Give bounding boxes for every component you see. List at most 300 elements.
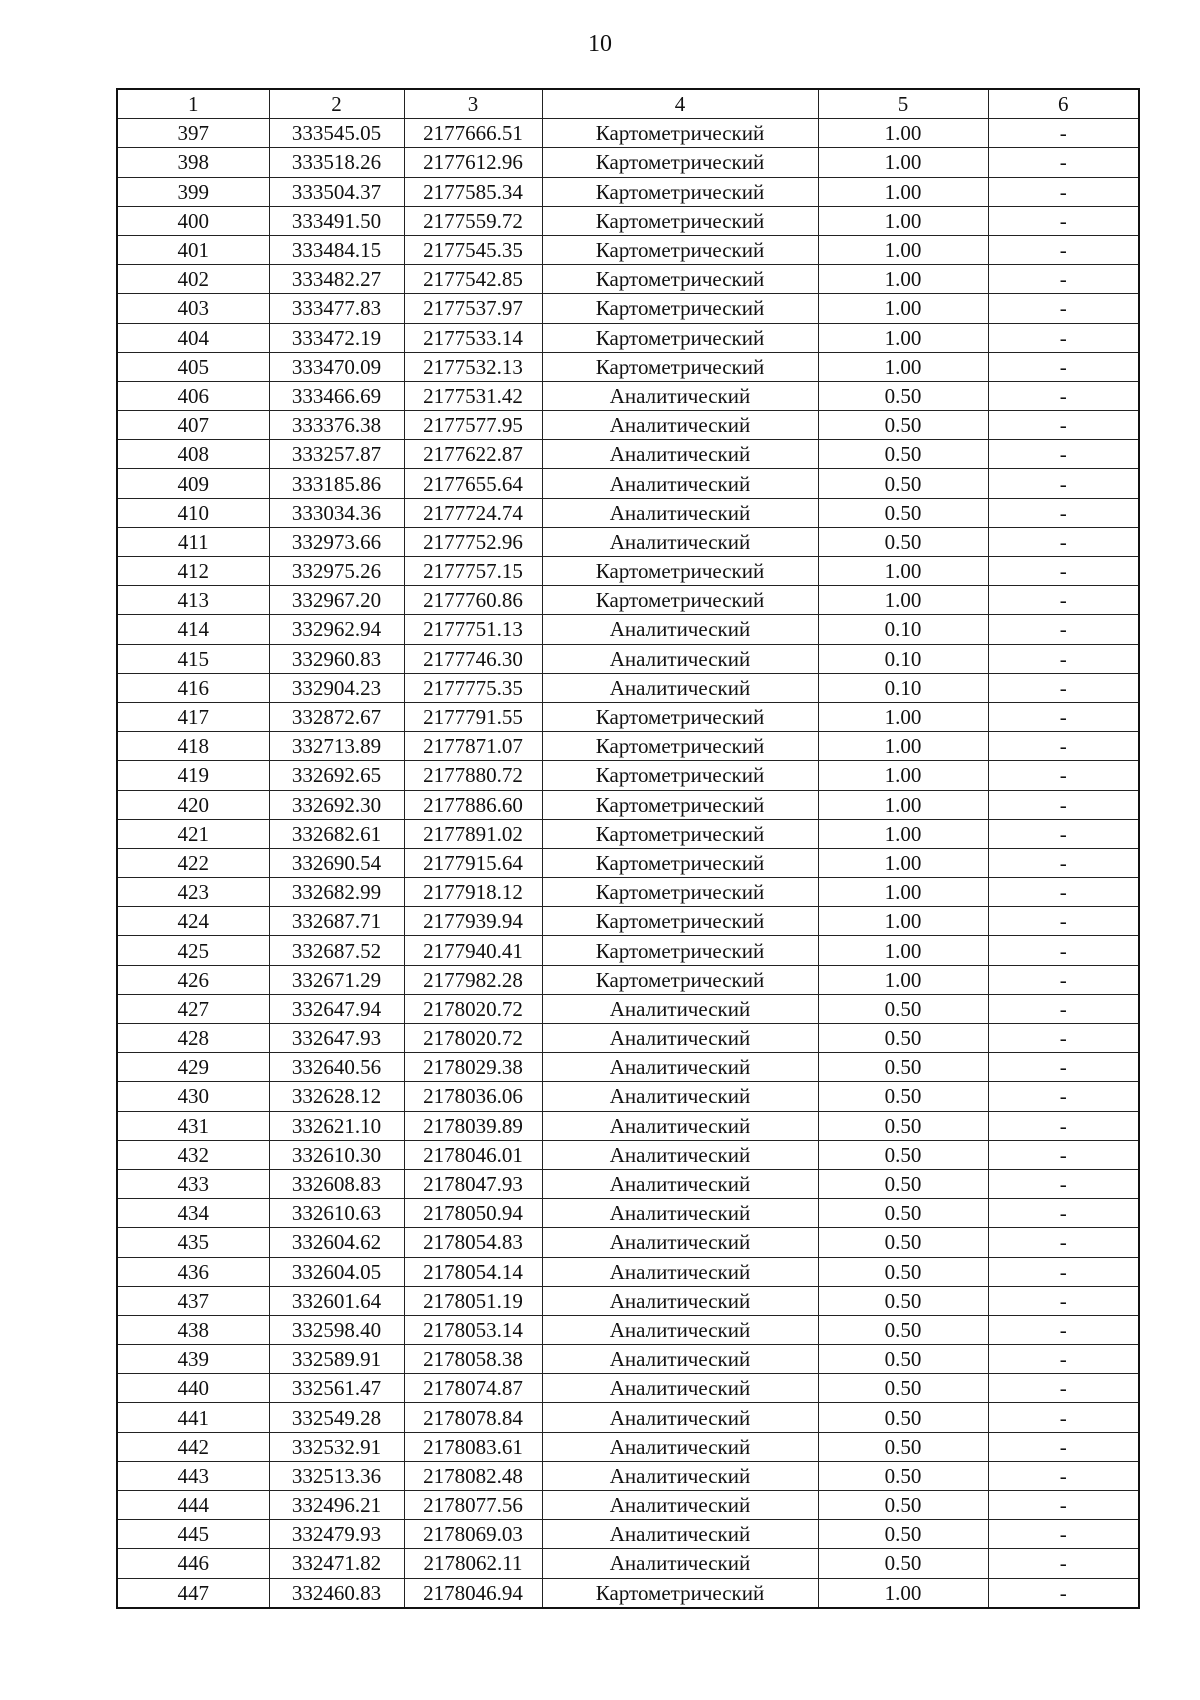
y-coordinate-cell: 2178047.93	[404, 1169, 542, 1198]
y-coordinate-cell: 2177791.55	[404, 702, 542, 731]
point-number-cell: 436	[117, 1257, 269, 1286]
x-coordinate-cell: 332872.67	[269, 702, 404, 731]
y-coordinate-cell: 2177891.02	[404, 819, 542, 848]
method-cell: Картометрический	[542, 235, 818, 264]
note-cell: -	[988, 148, 1139, 177]
point-number-cell: 409	[117, 469, 269, 498]
accuracy-cell: 0.50	[818, 1491, 988, 1520]
y-coordinate-cell: 2178046.94	[404, 1578, 542, 1608]
y-coordinate-cell: 2178036.06	[404, 1082, 542, 1111]
y-coordinate-cell: 2177585.34	[404, 177, 542, 206]
note-cell: -	[988, 1228, 1139, 1257]
y-coordinate-cell: 2177532.13	[404, 352, 542, 381]
point-number-cell: 427	[117, 994, 269, 1023]
x-coordinate-cell: 332973.66	[269, 527, 404, 556]
point-number-cell: 432	[117, 1140, 269, 1169]
x-coordinate-cell: 332610.30	[269, 1140, 404, 1169]
note-cell: -	[988, 702, 1139, 731]
accuracy-cell: 0.50	[818, 1374, 988, 1403]
table-row	[117, 1140, 1139, 1169]
table-row	[117, 673, 1139, 702]
note-cell: -	[988, 994, 1139, 1023]
point-number-cell: 439	[117, 1345, 269, 1374]
accuracy-cell: 1.00	[818, 1578, 988, 1608]
note-cell: -	[988, 119, 1139, 148]
x-coordinate-cell: 332601.64	[269, 1286, 404, 1315]
table-row	[117, 381, 1139, 410]
table-row	[117, 469, 1139, 498]
x-coordinate-cell: 332687.52	[269, 936, 404, 965]
method-cell: Картометрический	[542, 790, 818, 819]
method-cell: Аналитический	[542, 994, 818, 1023]
note-cell: -	[988, 907, 1139, 936]
accuracy-cell: 1.00	[818, 936, 988, 965]
accuracy-cell: 0.50	[818, 1286, 988, 1315]
y-coordinate-cell: 2177531.42	[404, 381, 542, 410]
method-cell: Аналитический	[542, 1228, 818, 1257]
table-row	[117, 352, 1139, 381]
point-number-cell: 405	[117, 352, 269, 381]
method-cell: Аналитический	[542, 381, 818, 410]
x-coordinate-cell: 332647.94	[269, 994, 404, 1023]
method-cell: Аналитический	[542, 644, 818, 673]
point-number-cell: 420	[117, 790, 269, 819]
accuracy-cell: 1.00	[818, 119, 988, 148]
point-number-cell: 408	[117, 440, 269, 469]
accuracy-cell: 0.50	[818, 527, 988, 556]
x-coordinate-cell: 333477.83	[269, 294, 404, 323]
method-cell: Аналитический	[542, 1491, 818, 1520]
x-coordinate-cell: 332692.65	[269, 761, 404, 790]
note-cell: -	[988, 1491, 1139, 1520]
method-cell: Аналитический	[542, 1345, 818, 1374]
table-row	[117, 848, 1139, 877]
table-row	[117, 498, 1139, 527]
table-row	[117, 1345, 1139, 1374]
x-coordinate-cell: 333545.05	[269, 119, 404, 148]
accuracy-cell: 1.00	[818, 586, 988, 615]
x-coordinate-cell: 333466.69	[269, 381, 404, 410]
x-coordinate-cell: 332671.29	[269, 965, 404, 994]
note-cell: -	[988, 1403, 1139, 1432]
accuracy-cell: 1.00	[818, 235, 988, 264]
y-coordinate-cell: 2178020.72	[404, 994, 542, 1023]
table-row	[117, 1315, 1139, 1344]
y-coordinate-cell: 2177666.51	[404, 119, 542, 148]
table-row	[117, 586, 1139, 615]
point-number-cell: 399	[117, 177, 269, 206]
y-coordinate-cell: 2177577.95	[404, 411, 542, 440]
accuracy-cell: 1.00	[818, 732, 988, 761]
method-cell: Картометрический	[542, 819, 818, 848]
note-cell: -	[988, 265, 1139, 294]
y-coordinate-cell: 2177915.64	[404, 848, 542, 877]
table-row	[117, 440, 1139, 469]
note-cell: -	[988, 381, 1139, 410]
note-cell: -	[988, 732, 1139, 761]
x-coordinate-cell: 332682.61	[269, 819, 404, 848]
x-coordinate-cell: 333257.87	[269, 440, 404, 469]
table-row	[117, 206, 1139, 235]
method-cell: Картометрический	[542, 177, 818, 206]
table-header	[117, 89, 1139, 119]
y-coordinate-cell: 2177545.35	[404, 235, 542, 264]
method-cell: Аналитический	[542, 615, 818, 644]
method-cell: Картометрический	[542, 878, 818, 907]
table-row	[117, 1491, 1139, 1520]
y-coordinate-cell: 2178046.01	[404, 1140, 542, 1169]
table-row	[117, 878, 1139, 907]
note-cell: -	[988, 1345, 1139, 1374]
note-cell: -	[988, 1257, 1139, 1286]
x-coordinate-cell: 332460.83	[269, 1578, 404, 1608]
note-cell: -	[988, 498, 1139, 527]
accuracy-cell: 1.00	[818, 177, 988, 206]
column-header-4: 4	[542, 89, 818, 119]
point-number-cell: 435	[117, 1228, 269, 1257]
x-coordinate-cell: 332962.94	[269, 615, 404, 644]
method-cell: Картометрический	[542, 323, 818, 352]
accuracy-cell: 1.00	[818, 848, 988, 877]
accuracy-cell: 0.50	[818, 1549, 988, 1578]
point-number-cell: 410	[117, 498, 269, 527]
x-coordinate-cell: 333185.86	[269, 469, 404, 498]
note-cell: -	[988, 1082, 1139, 1111]
table-row	[117, 1578, 1139, 1608]
point-number-cell: 411	[117, 527, 269, 556]
table-row	[117, 1024, 1139, 1053]
x-coordinate-cell: 333484.15	[269, 235, 404, 264]
accuracy-cell: 0.50	[818, 469, 988, 498]
method-cell: Аналитический	[542, 527, 818, 556]
note-cell: -	[988, 1286, 1139, 1315]
note-cell: -	[988, 411, 1139, 440]
y-coordinate-cell: 2177871.07	[404, 732, 542, 761]
y-coordinate-cell: 2177751.13	[404, 615, 542, 644]
table-row	[117, 907, 1139, 936]
point-number-cell: 431	[117, 1111, 269, 1140]
point-number-cell: 430	[117, 1082, 269, 1111]
point-number-cell: 412	[117, 557, 269, 586]
table-row	[117, 1199, 1139, 1228]
note-cell: -	[988, 1578, 1139, 1608]
y-coordinate-cell: 2177537.97	[404, 294, 542, 323]
accuracy-cell: 0.10	[818, 615, 988, 644]
accuracy-cell: 1.00	[818, 819, 988, 848]
point-number-cell: 438	[117, 1315, 269, 1344]
point-number-cell: 401	[117, 235, 269, 264]
method-cell: Аналитический	[542, 1169, 818, 1198]
y-coordinate-cell: 2177752.96	[404, 527, 542, 556]
accuracy-cell: 1.00	[818, 878, 988, 907]
table-row	[117, 965, 1139, 994]
y-coordinate-cell: 2178051.19	[404, 1286, 542, 1315]
accuracy-cell: 0.50	[818, 1053, 988, 1082]
note-cell: -	[988, 206, 1139, 235]
y-coordinate-cell: 2177982.28	[404, 965, 542, 994]
x-coordinate-cell: 332496.21	[269, 1491, 404, 1520]
y-coordinate-cell: 2177542.85	[404, 265, 542, 294]
column-header-5: 5	[818, 89, 988, 119]
table-row	[117, 1257, 1139, 1286]
method-cell: Картометрический	[542, 848, 818, 877]
method-cell: Картометрический	[542, 119, 818, 148]
table-row	[117, 177, 1139, 206]
table-row	[117, 235, 1139, 264]
accuracy-cell: 1.00	[818, 557, 988, 586]
method-cell: Картометрический	[542, 907, 818, 936]
table-row	[117, 761, 1139, 790]
method-cell: Аналитический	[542, 1432, 818, 1461]
note-cell: -	[988, 878, 1139, 907]
method-cell: Аналитический	[542, 1082, 818, 1111]
point-number-cell: 421	[117, 819, 269, 848]
y-coordinate-cell: 2178083.61	[404, 1432, 542, 1461]
point-number-cell: 443	[117, 1461, 269, 1490]
note-cell: -	[988, 352, 1139, 381]
y-coordinate-cell: 2177655.64	[404, 469, 542, 498]
column-header-6: 6	[988, 89, 1139, 119]
accuracy-cell: 0.50	[818, 1257, 988, 1286]
accuracy-cell: 1.00	[818, 965, 988, 994]
point-number-cell: 447	[117, 1578, 269, 1608]
x-coordinate-cell: 332640.56	[269, 1053, 404, 1082]
x-coordinate-cell: 333472.19	[269, 323, 404, 352]
x-coordinate-cell: 332604.62	[269, 1228, 404, 1257]
accuracy-cell: 1.00	[818, 761, 988, 790]
point-number-cell: 441	[117, 1403, 269, 1432]
table-row	[117, 1403, 1139, 1432]
y-coordinate-cell: 2178077.56	[404, 1491, 542, 1520]
note-cell: -	[988, 1432, 1139, 1461]
note-cell: -	[988, 469, 1139, 498]
table-row	[117, 790, 1139, 819]
table-row	[117, 1432, 1139, 1461]
accuracy-cell: 1.00	[818, 907, 988, 936]
note-cell: -	[988, 586, 1139, 615]
note-cell: -	[988, 1140, 1139, 1169]
note-cell: -	[988, 1199, 1139, 1228]
note-cell: -	[988, 615, 1139, 644]
method-cell: Аналитический	[542, 1374, 818, 1403]
point-number-cell: 419	[117, 761, 269, 790]
x-coordinate-cell: 332692.30	[269, 790, 404, 819]
table-row	[117, 732, 1139, 761]
accuracy-cell: 0.10	[818, 644, 988, 673]
point-number-cell: 423	[117, 878, 269, 907]
y-coordinate-cell: 2177940.41	[404, 936, 542, 965]
table-body	[117, 119, 1139, 1608]
x-coordinate-cell: 332561.47	[269, 1374, 404, 1403]
accuracy-cell: 1.00	[818, 206, 988, 235]
table-row	[117, 1520, 1139, 1549]
note-cell: -	[988, 1315, 1139, 1344]
x-coordinate-cell: 332960.83	[269, 644, 404, 673]
table-row	[117, 557, 1139, 586]
accuracy-cell: 0.50	[818, 440, 988, 469]
method-cell: Картометрический	[542, 586, 818, 615]
point-number-cell: 437	[117, 1286, 269, 1315]
accuracy-cell: 0.50	[818, 1140, 988, 1169]
y-coordinate-cell: 2178050.94	[404, 1199, 542, 1228]
point-number-cell: 429	[117, 1053, 269, 1082]
method-cell: Аналитический	[542, 1257, 818, 1286]
x-coordinate-cell: 332513.36	[269, 1461, 404, 1490]
method-cell: Аналитический	[542, 1140, 818, 1169]
note-cell: -	[988, 527, 1139, 556]
x-coordinate-cell: 332532.91	[269, 1432, 404, 1461]
header-row	[117, 89, 1139, 119]
table-row	[117, 994, 1139, 1023]
y-coordinate-cell: 2178029.38	[404, 1053, 542, 1082]
table-row	[117, 1461, 1139, 1490]
point-number-cell: 398	[117, 148, 269, 177]
method-cell: Картометрический	[542, 557, 818, 586]
point-number-cell: 407	[117, 411, 269, 440]
method-cell: Картометрический	[542, 761, 818, 790]
accuracy-cell: 1.00	[818, 352, 988, 381]
note-cell: -	[988, 294, 1139, 323]
x-coordinate-cell: 332975.26	[269, 557, 404, 586]
table-row	[117, 1111, 1139, 1140]
page-number: 10	[588, 31, 612, 57]
y-coordinate-cell: 2178054.83	[404, 1228, 542, 1257]
note-cell: -	[988, 848, 1139, 877]
note-cell: -	[988, 1549, 1139, 1578]
method-cell: Аналитический	[542, 1286, 818, 1315]
method-cell: Аналитический	[542, 1549, 818, 1578]
y-coordinate-cell: 2178078.84	[404, 1403, 542, 1432]
accuracy-cell: 0.50	[818, 1520, 988, 1549]
y-coordinate-cell: 2178069.03	[404, 1520, 542, 1549]
method-cell: Картометрический	[542, 1578, 818, 1608]
accuracy-cell: 1.00	[818, 702, 988, 731]
table-row	[117, 819, 1139, 848]
point-number-cell: 403	[117, 294, 269, 323]
table-row	[117, 148, 1139, 177]
y-coordinate-cell: 2177880.72	[404, 761, 542, 790]
note-cell: -	[988, 819, 1139, 848]
method-cell: Картометрический	[542, 148, 818, 177]
method-cell: Картометрический	[542, 265, 818, 294]
y-coordinate-cell: 2177612.96	[404, 148, 542, 177]
note-cell: -	[988, 1169, 1139, 1198]
note-cell: -	[988, 761, 1139, 790]
accuracy-cell: 1.00	[818, 323, 988, 352]
point-number-cell: 414	[117, 615, 269, 644]
accuracy-cell: 0.50	[818, 1111, 988, 1140]
note-cell: -	[988, 1024, 1139, 1053]
y-coordinate-cell: 2178082.48	[404, 1461, 542, 1490]
accuracy-cell: 1.00	[818, 294, 988, 323]
method-cell: Картометрический	[542, 352, 818, 381]
note-cell: -	[988, 936, 1139, 965]
accuracy-cell: 0.50	[818, 411, 988, 440]
x-coordinate-cell: 332687.71	[269, 907, 404, 936]
x-coordinate-cell: 332967.20	[269, 586, 404, 615]
y-coordinate-cell: 2177724.74	[404, 498, 542, 527]
table-row	[117, 702, 1139, 731]
x-coordinate-cell: 333470.09	[269, 352, 404, 381]
point-number-cell: 424	[117, 907, 269, 936]
accuracy-cell: 1.00	[818, 790, 988, 819]
table-row	[117, 1228, 1139, 1257]
method-cell: Аналитический	[542, 1053, 818, 1082]
note-cell: -	[988, 644, 1139, 673]
x-coordinate-cell: 333491.50	[269, 206, 404, 235]
table-row	[117, 1082, 1139, 1111]
accuracy-cell: 0.50	[818, 1403, 988, 1432]
accuracy-cell: 0.50	[818, 1315, 988, 1344]
table-row	[117, 119, 1139, 148]
method-cell: Картометрический	[542, 965, 818, 994]
accuracy-cell: 0.50	[818, 1228, 988, 1257]
accuracy-cell: 0.50	[818, 1345, 988, 1374]
y-coordinate-cell: 2177559.72	[404, 206, 542, 235]
note-cell: -	[988, 673, 1139, 702]
accuracy-cell: 0.50	[818, 1169, 988, 1198]
point-number-cell: 434	[117, 1199, 269, 1228]
accuracy-cell: 1.00	[818, 265, 988, 294]
table-row	[117, 644, 1139, 673]
column-header-1: 1	[117, 89, 269, 119]
table-row	[117, 1169, 1139, 1198]
y-coordinate-cell: 2178020.72	[404, 1024, 542, 1053]
y-coordinate-cell: 2178039.89	[404, 1111, 542, 1140]
accuracy-cell: 0.50	[818, 1432, 988, 1461]
table-row	[117, 527, 1139, 556]
y-coordinate-cell: 2178054.14	[404, 1257, 542, 1286]
y-coordinate-cell: 2177760.86	[404, 586, 542, 615]
method-cell: Картометрический	[542, 936, 818, 965]
point-number-cell: 440	[117, 1374, 269, 1403]
y-coordinate-cell: 2177886.60	[404, 790, 542, 819]
point-number-cell: 418	[117, 732, 269, 761]
method-cell: Аналитический	[542, 1520, 818, 1549]
table-row	[117, 294, 1139, 323]
column-header-2: 2	[269, 89, 404, 119]
y-coordinate-cell: 2178062.11	[404, 1549, 542, 1578]
method-cell: Аналитический	[542, 440, 818, 469]
x-coordinate-cell: 332682.99	[269, 878, 404, 907]
x-coordinate-cell: 332549.28	[269, 1403, 404, 1432]
point-number-cell: 426	[117, 965, 269, 994]
x-coordinate-cell: 332471.82	[269, 1549, 404, 1578]
y-coordinate-cell: 2177918.12	[404, 878, 542, 907]
y-coordinate-cell: 2178074.87	[404, 1374, 542, 1403]
method-cell: Картометрический	[542, 732, 818, 761]
x-coordinate-cell: 332604.05	[269, 1257, 404, 1286]
method-cell: Аналитический	[542, 1315, 818, 1344]
x-coordinate-cell: 332589.91	[269, 1345, 404, 1374]
x-coordinate-cell: 332608.83	[269, 1169, 404, 1198]
point-number-cell: 428	[117, 1024, 269, 1053]
point-number-cell: 413	[117, 586, 269, 615]
point-number-cell: 442	[117, 1432, 269, 1461]
x-coordinate-cell: 332690.54	[269, 848, 404, 877]
point-number-cell: 444	[117, 1491, 269, 1520]
method-cell: Аналитический	[542, 1461, 818, 1490]
column-header-3: 3	[404, 89, 542, 119]
method-cell: Аналитический	[542, 498, 818, 527]
accuracy-cell: 0.50	[818, 994, 988, 1023]
table-row	[117, 615, 1139, 644]
coordinates-table	[116, 88, 1140, 1609]
note-cell: -	[988, 235, 1139, 264]
x-coordinate-cell: 333376.38	[269, 411, 404, 440]
method-cell: Картометрический	[542, 294, 818, 323]
point-number-cell: 445	[117, 1520, 269, 1549]
